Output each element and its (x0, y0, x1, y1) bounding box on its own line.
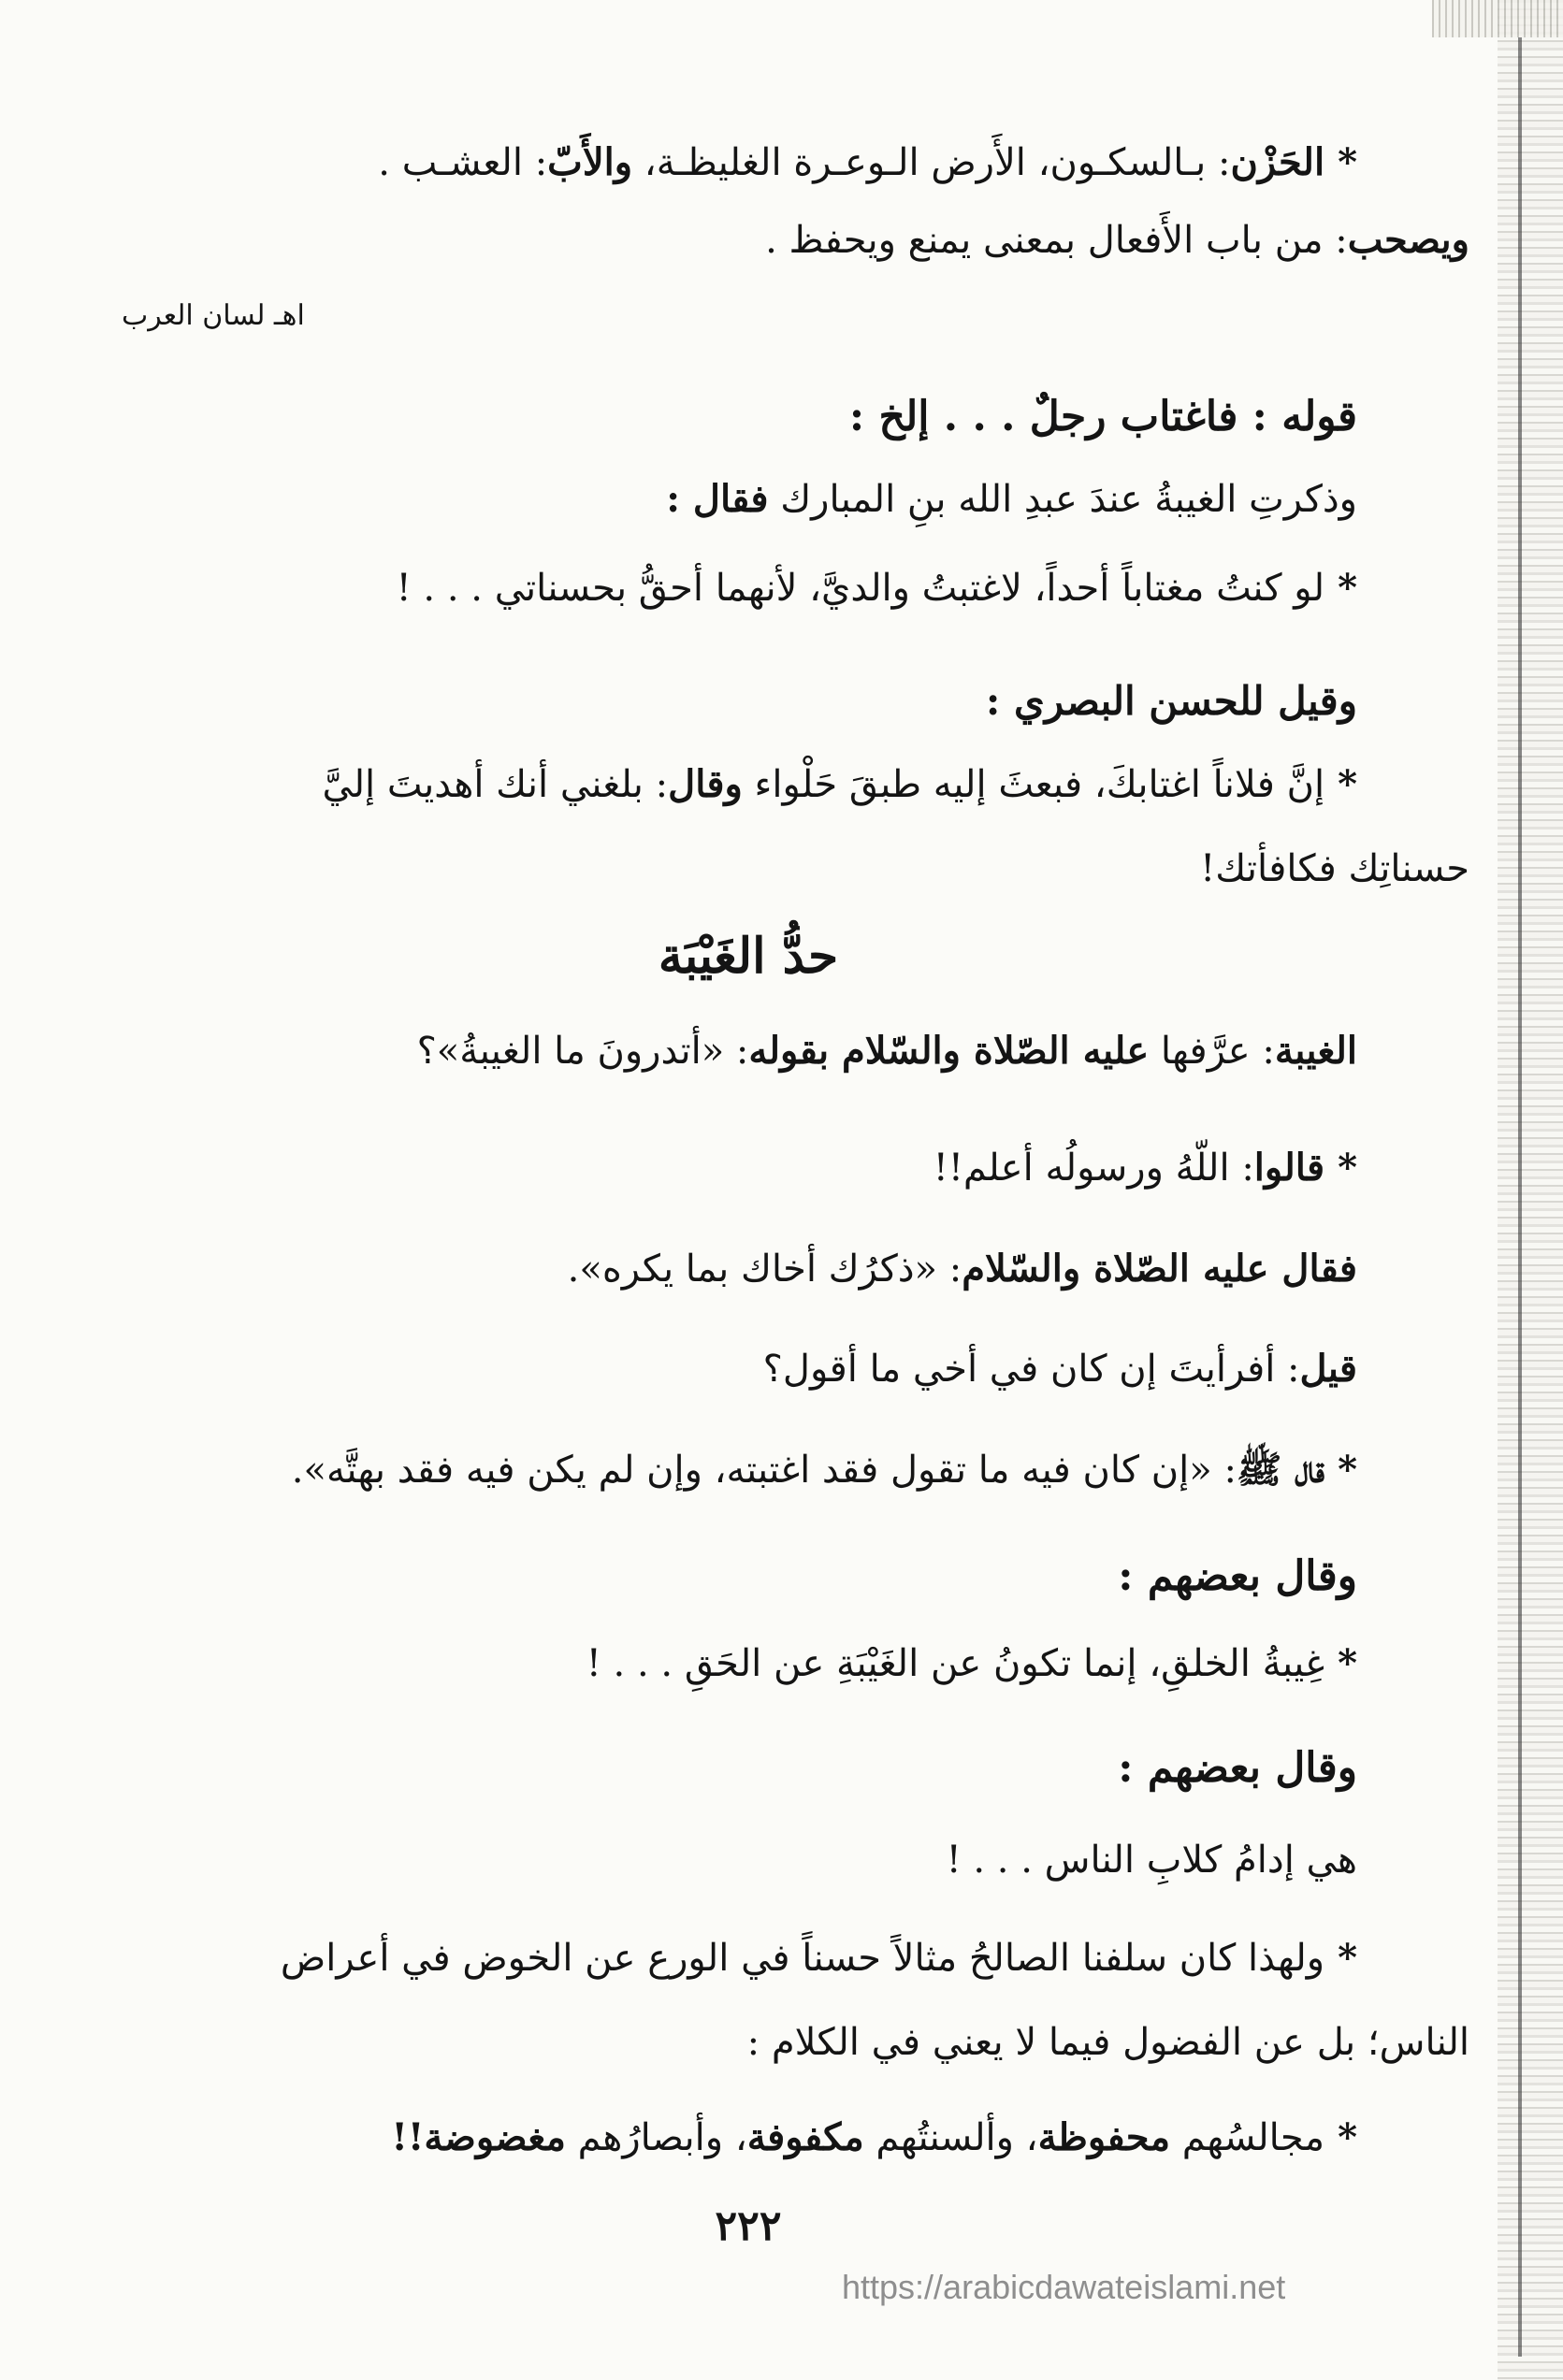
text-line-9: الغيبة: عرَّفها عليه الصّلاة والسّلام بقوله: «أتدرونَ ما الغيبةُ»؟ (416, 1029, 1357, 1073)
page-number: ٢٢٢ (715, 2202, 782, 2250)
text-line-15: *غِيبةُ الخلقِ، إنما تكونُ عن الغَيْبَةِ عن الحَقِ . . . ! (586, 1641, 1357, 1685)
text-line-17: هي إدامُ كلابِ الناس . . . ! (946, 1839, 1357, 1882)
text-line-20: *مجالسُهم محفوظة، وألسنتُهم مكفوفة، وأبصارُهم مغضوضة!! (391, 2115, 1357, 2159)
bullet-star-icon: * (1338, 1641, 1357, 1685)
text-line-1: *الحَزْن: بـالسكـون، الأَرض الـوعـرة الغليظـة، والأَبّ: العشـب . (378, 140, 1357, 184)
scan-edge-noise (1498, 0, 1563, 2380)
text-line-8: حسناتِك فكافأتك! (1200, 847, 1469, 890)
text-line-13: *قال ﷺ: «إن كان فيه ما تقول فقد اغتبته، وإن لم يكن فيه فقد بهتَّه». (291, 1448, 1357, 1492)
bullet-star-icon: * (1338, 1146, 1357, 1190)
text-line-18: *ولهذا كان سلفنا الصالحُ مثالاً حسناً في الورع عن الخوض في أعراض (280, 1936, 1357, 1980)
text-line-19: الناس؛ بل عن الفضول فيما لا يعني في الكلام : (746, 2021, 1469, 2064)
text-line-4: وذكرتِ الغيبةُ عندَ عبدِ الله بنِ المبارك فقال : (666, 477, 1357, 521)
heading-some-said-1: وقال بعضهم : (1118, 1552, 1357, 1600)
bullet-star-icon: * (1338, 140, 1357, 184)
heading-hasan-basri: وقيل للحسن البصري : (985, 678, 1357, 724)
section-title: حدُّ الغَيْبَة (658, 928, 839, 985)
text-line-7: *إنَّ فلاناً اغتابكَ، فبعثَ إليه طبقَ حَلْواء وقال: بلغني أنك أهديتَ إليَّ (322, 762, 1357, 806)
scan-edge-line (1518, 37, 1522, 2357)
bullet-star-icon: * (1338, 2115, 1357, 2159)
bullet-star-icon: * (1338, 762, 1357, 806)
text-line-11: فقال عليه الصّلاة والسّلام: «ذكرُك أخاك بما يكره». (567, 1247, 1357, 1291)
text-line-2: ويصحب: من باب الأَفعال بمعنى يمنع ويحفظ . (765, 218, 1469, 262)
scan-corner-noise (1432, 0, 1563, 37)
text-line-5: *لو كنتُ مغتاباً أحداً، لاغتبتُ والديَّ، لأنهما أحقُّ بحسناتي . . . ! (396, 566, 1357, 610)
heading-qawluhu: قوله : فاغتاب رجلٌ . . . إلخ : (848, 393, 1357, 440)
bullet-star-icon: * (1338, 1448, 1357, 1492)
heading-some-said-2: وقال بعضهم : (1118, 1744, 1357, 1792)
source-note: اهـ لسان العرب (122, 299, 305, 332)
text-line-12: قيل: أفرأيتَ إن كان في أخي ما أقول؟ (762, 1347, 1357, 1391)
watermark-url: https://arabicdawateislami.net (842, 2268, 1286, 2306)
bullet-star-icon: * (1338, 1936, 1357, 1980)
text-line-10: *قالوا: اللّهُ ورسولُه أعلم!! (933, 1146, 1357, 1190)
bullet-star-icon: * (1338, 566, 1357, 610)
